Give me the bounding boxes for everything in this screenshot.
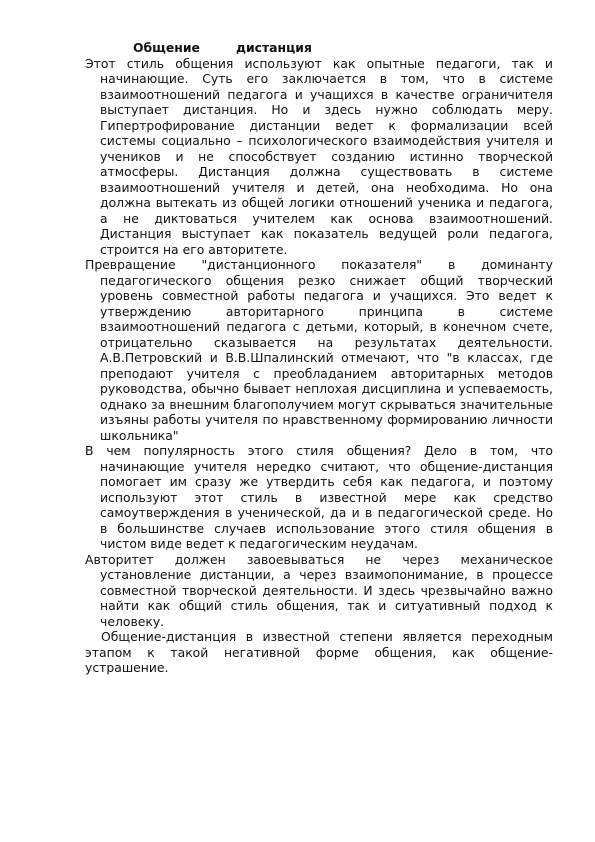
paragraph-5: Общение-дистанция в известной степени является переходным этапом к такой негативной форме общения, как общение-устрашение. (85, 629, 553, 675)
title-word-2: дистанция (235, 40, 312, 55)
paragraph-1: Этот стиль общения используют как опытные педагоги, так и начинающие. Суть его заключается в том, что в системе взаимоотношений педагога и учащихся в качестве ограничителя выступает дистанция. Но и здесь нужно соблюдать меру. Гипертрофирование дистанции ведет к формализации всей системы социально – психологического взаимодействия учителя и учеников и не способствует созданию истинно творческой атмосферы. Дистанция должна существовать в системе взаимоотношений учителя и детей, она необходима. Но она должна вытекать из общей логики отношений ученика и педагога, а не диктоваться учителем как основа взаимоотношений. Дистанция выступает как показатель ведущей роли педагога, строится на его авторитете. (85, 55, 553, 257)
paragraph-4: Авторитет должен завоевываться не через механическое установление дистанции, а через взаимопонимание, в процессе совместной творческой деятельности. И здесь чрезвычайно важно найти как общий стиль общения, так и ситуативный подход к человеку. (85, 551, 553, 629)
paragraph-3: В чем популярность этого стиля общения? Дело в том, что начинающие учителя нередко считают, что общение-дистанция помогает им сразу же утвердить себя как педагога, и поэтому используют этот стиль в известной мере как средство самоутверждения в ученической, да и в педагогической среде. Но в большинстве случаев использование этого стиля общения в чистом виде ведет к педагогическим неудачам. (85, 443, 553, 551)
document-page (85, 40, 553, 676)
paragraph-2: Превращение "дистанционного показателя" в доминанту педагогического общения резко снижает общий творческий уровень совместной работы педагога и учащихся. Это ведет к утверждению авторитарного принципа в системе взаимоотношений педагога с детьми, который, в конечном счете, отрицательно сказывается на результатах деятельности. А.В.Петровский и В.В.Шпалинский отмечают, что "в классах, где преподают учителя с преобладанием авторитарных методов руководства, обычно бывает неплохая дисциплина и успеваемость, однако за внешним благополучием могут скрываться значительные изъяны работы учителя по нравственному формированию личности школьника" (85, 257, 553, 443)
title-word-1: Общение (133, 40, 200, 55)
document-title (85, 40, 553, 56)
